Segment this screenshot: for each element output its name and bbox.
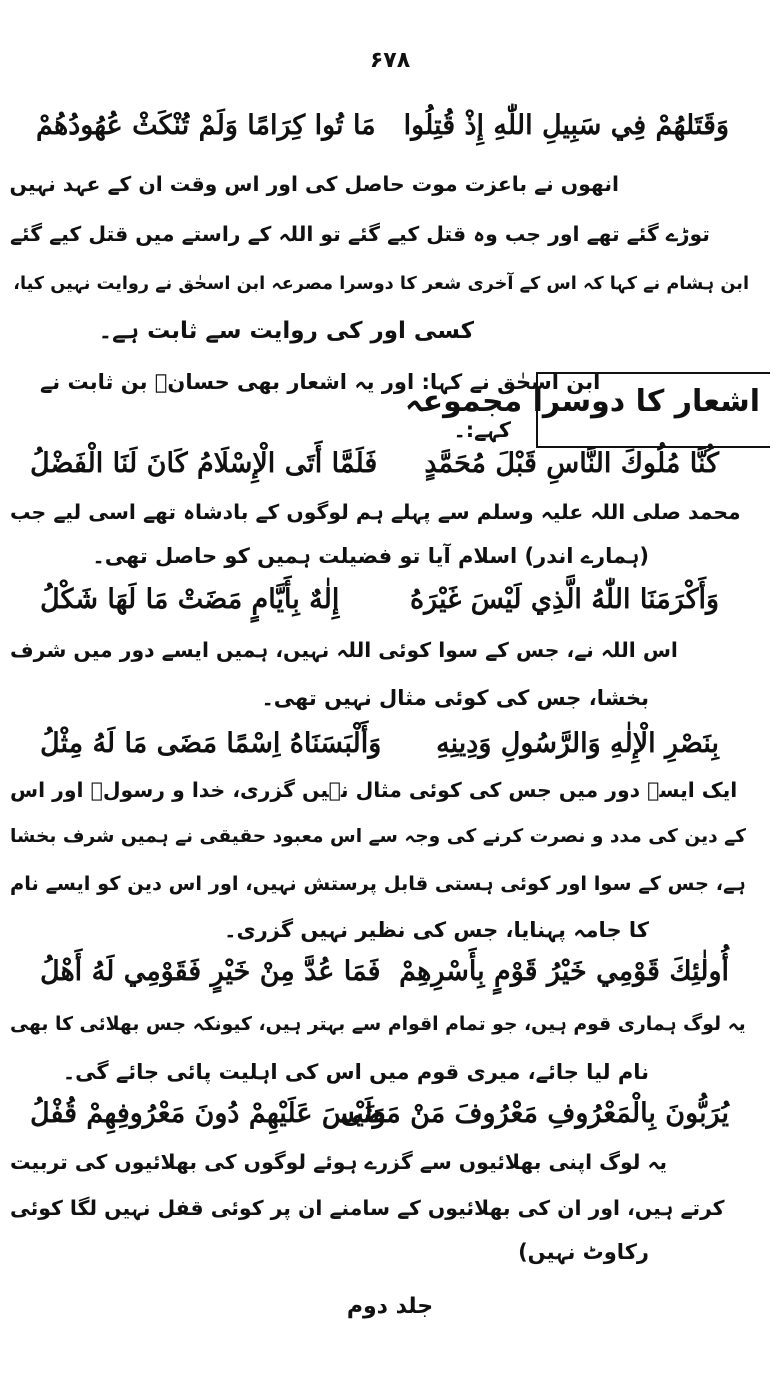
translation-line: ایک ایسے دور میں جس کی کوئی مثال نہیں گزری، خدا و رسولؐ اور اس <box>10 778 738 802</box>
translation-line: ہے، جس کے سوا اور کوئی ہستی قابل پرستش نہیں، اور اس دین کو ایسے نام <box>10 872 746 895</box>
translation-line: نام لیا جائے، میری قوم میں اس کی اہلیت پائی جائے گی۔ <box>62 1060 649 1084</box>
verse-right-hemistich: وَقَتَلهُمْ فِي سَبِيلِ اللّٰهِ إِذْ قُتِلُوا <box>403 110 729 141</box>
translation-line: محمد صلی اللہ علیہ وسلم سے پہلے ہم لوگوں کے بادشاہ تھے اسی لیے جب <box>10 500 741 524</box>
verse-right-hemistich: وَأَكْرَمَنَا اللّٰهُ الَّذِي لَيْسَ غَيْرَهُ <box>409 584 719 615</box>
translation-line: کا جامہ پہنایا، جس کی نظیر نہیں گزری۔ <box>224 918 649 942</box>
verse-left-hemistich: فَلَمَّا أَتَى الْإِسْلَامُ كَانَ لَنَا الْفَضْلُ <box>30 448 378 479</box>
volume-footer: جلد دوم <box>346 1294 434 1319</box>
note-line: ابن ہشام نے کہا کہ اس کے آخری شعر کا دوسرا مصرعہ ابن اسحٰق نے روایت نہیں کیا، <box>13 274 749 294</box>
verse-right-hemistich: كُنَّا مُلُوكَ النَّاسِ قَبْلَ مُحَمَّدٍ <box>424 448 719 479</box>
translation-line: انھوں نے باعزت موت حاصل کی اور اس وقت ان کے عہد نہیں <box>9 172 619 196</box>
translation-line: یہ لوگ ہماری قوم ہیں، جو تمام اقوام سے بہتر ہیں، کیونکہ جس بھلائی کا بھی <box>10 1014 746 1035</box>
verse-right-hemistich: أُولٰئِكَ قَوْمِي خَيْرُ قَوْمٍ بِأَسْرِهِمْ <box>399 956 729 987</box>
translation-line: کرتے ہیں، اور ان کی بھلائیوں کے سامنے ان پر کوئی قفل نہیں لگا کوئی <box>10 1196 725 1220</box>
verse-right-hemistich: بِنَصْرِ الْإِلٰهِ وَالرَّسُولِ وَدِينِهِ <box>436 728 719 759</box>
section-heading: اشعار کا دوسرا مجموعہ <box>405 384 760 419</box>
verse-left-hemistich: وَلَيْسَ عَلَيْهِمْ دُونَ مَعْرُوفِهِمْ قُفْلُ <box>30 1098 386 1129</box>
verse-left-hemistich: إِلٰهٌ بِأَيَّامٍ مَضَتْ مَا لَهَا شَكْلُ <box>40 584 340 615</box>
translation-line: توڑے گئے تھے اور جب وہ قتل کیے گئے تو اللہ کے راستے میں قتل کیے گئے <box>10 222 710 246</box>
translation-line: رکاوٹ نہیں) <box>518 1240 649 1264</box>
intro-line: کہے:۔ <box>453 418 511 442</box>
translation-line: کے دین کی مدد و نصرت کرنے کی وجہ سے اس معبود حقیقی نے ہمیں شرف بخشا <box>10 826 746 847</box>
verse-left-hemistich: فَمَا عُدَّ مِنْ خَيْرٍ فَقَوْمِي لَهُ أَهْلُ <box>40 956 381 987</box>
verse-left-hemistich: وَأَلْبَسَنَاهُ اِسْمًا مَضَى مَا لَهُ مِثْلُ <box>40 728 382 759</box>
note-line: کسی اور کی روایت سے ثابت ہے۔ <box>98 318 474 344</box>
translation-line: (ہمارے اندر) اسلام آیا تو فضیلت ہمیں کو حاصل تھی۔ <box>92 544 649 568</box>
verse-left-hemistich: مَا تُوا كِرَامًا وَلَمْ تُنْكَثْ عُهُودُهُمْ <box>36 110 376 141</box>
page-number: ۶۷۸ <box>369 48 411 73</box>
translation-line: اس اللہ نے، جس کے سوا کوئی اللہ نہیں، ہمیں ایسے دور میں شرف <box>10 638 678 662</box>
verse-right-hemistich: يُرَبُّونَ بِالْمَعْرُوفِ مَعْرُوفَ مَنْ مَضَى <box>340 1098 729 1129</box>
translation-line: بخشا، جس کی کوئی مثال نہیں تھی۔ <box>261 686 649 710</box>
translation-line: یہ لوگ اپنی بھلائیوں سے گزرے ہوئے لوگوں کی بھلائیوں کی تربیت <box>10 1150 668 1174</box>
intro-line: ابن اسحٰق نے کہا: اور یہ اشعار بھی حسانؓ بن ثابت نے <box>40 370 601 394</box>
